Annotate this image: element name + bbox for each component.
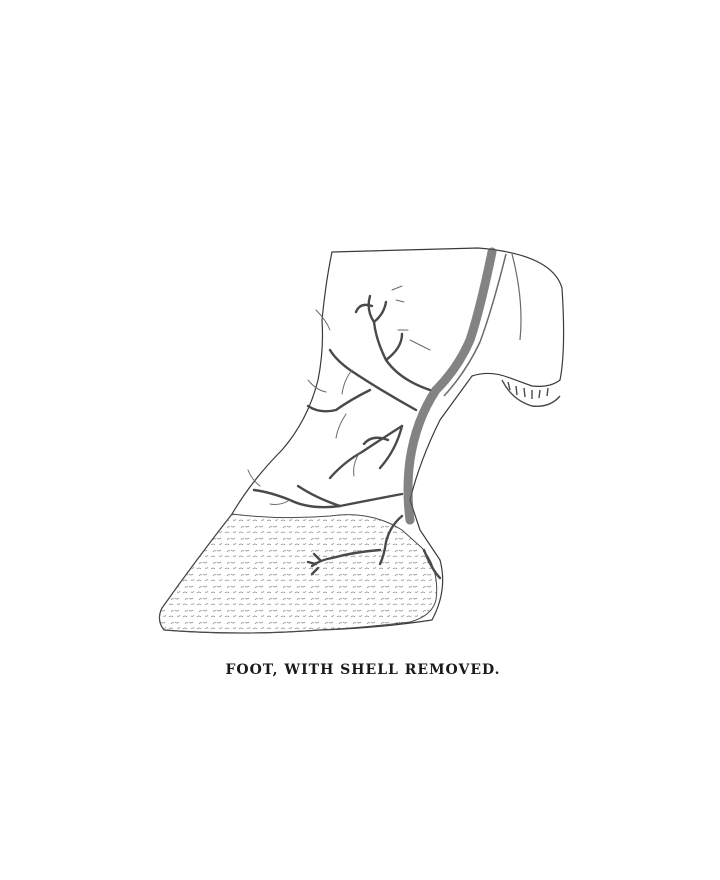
hoof-illustration — [140, 230, 590, 650]
laminae-region — [159, 514, 436, 633]
figure-caption: FOOT, WITH SHELL REMOVED. — [225, 662, 501, 678]
